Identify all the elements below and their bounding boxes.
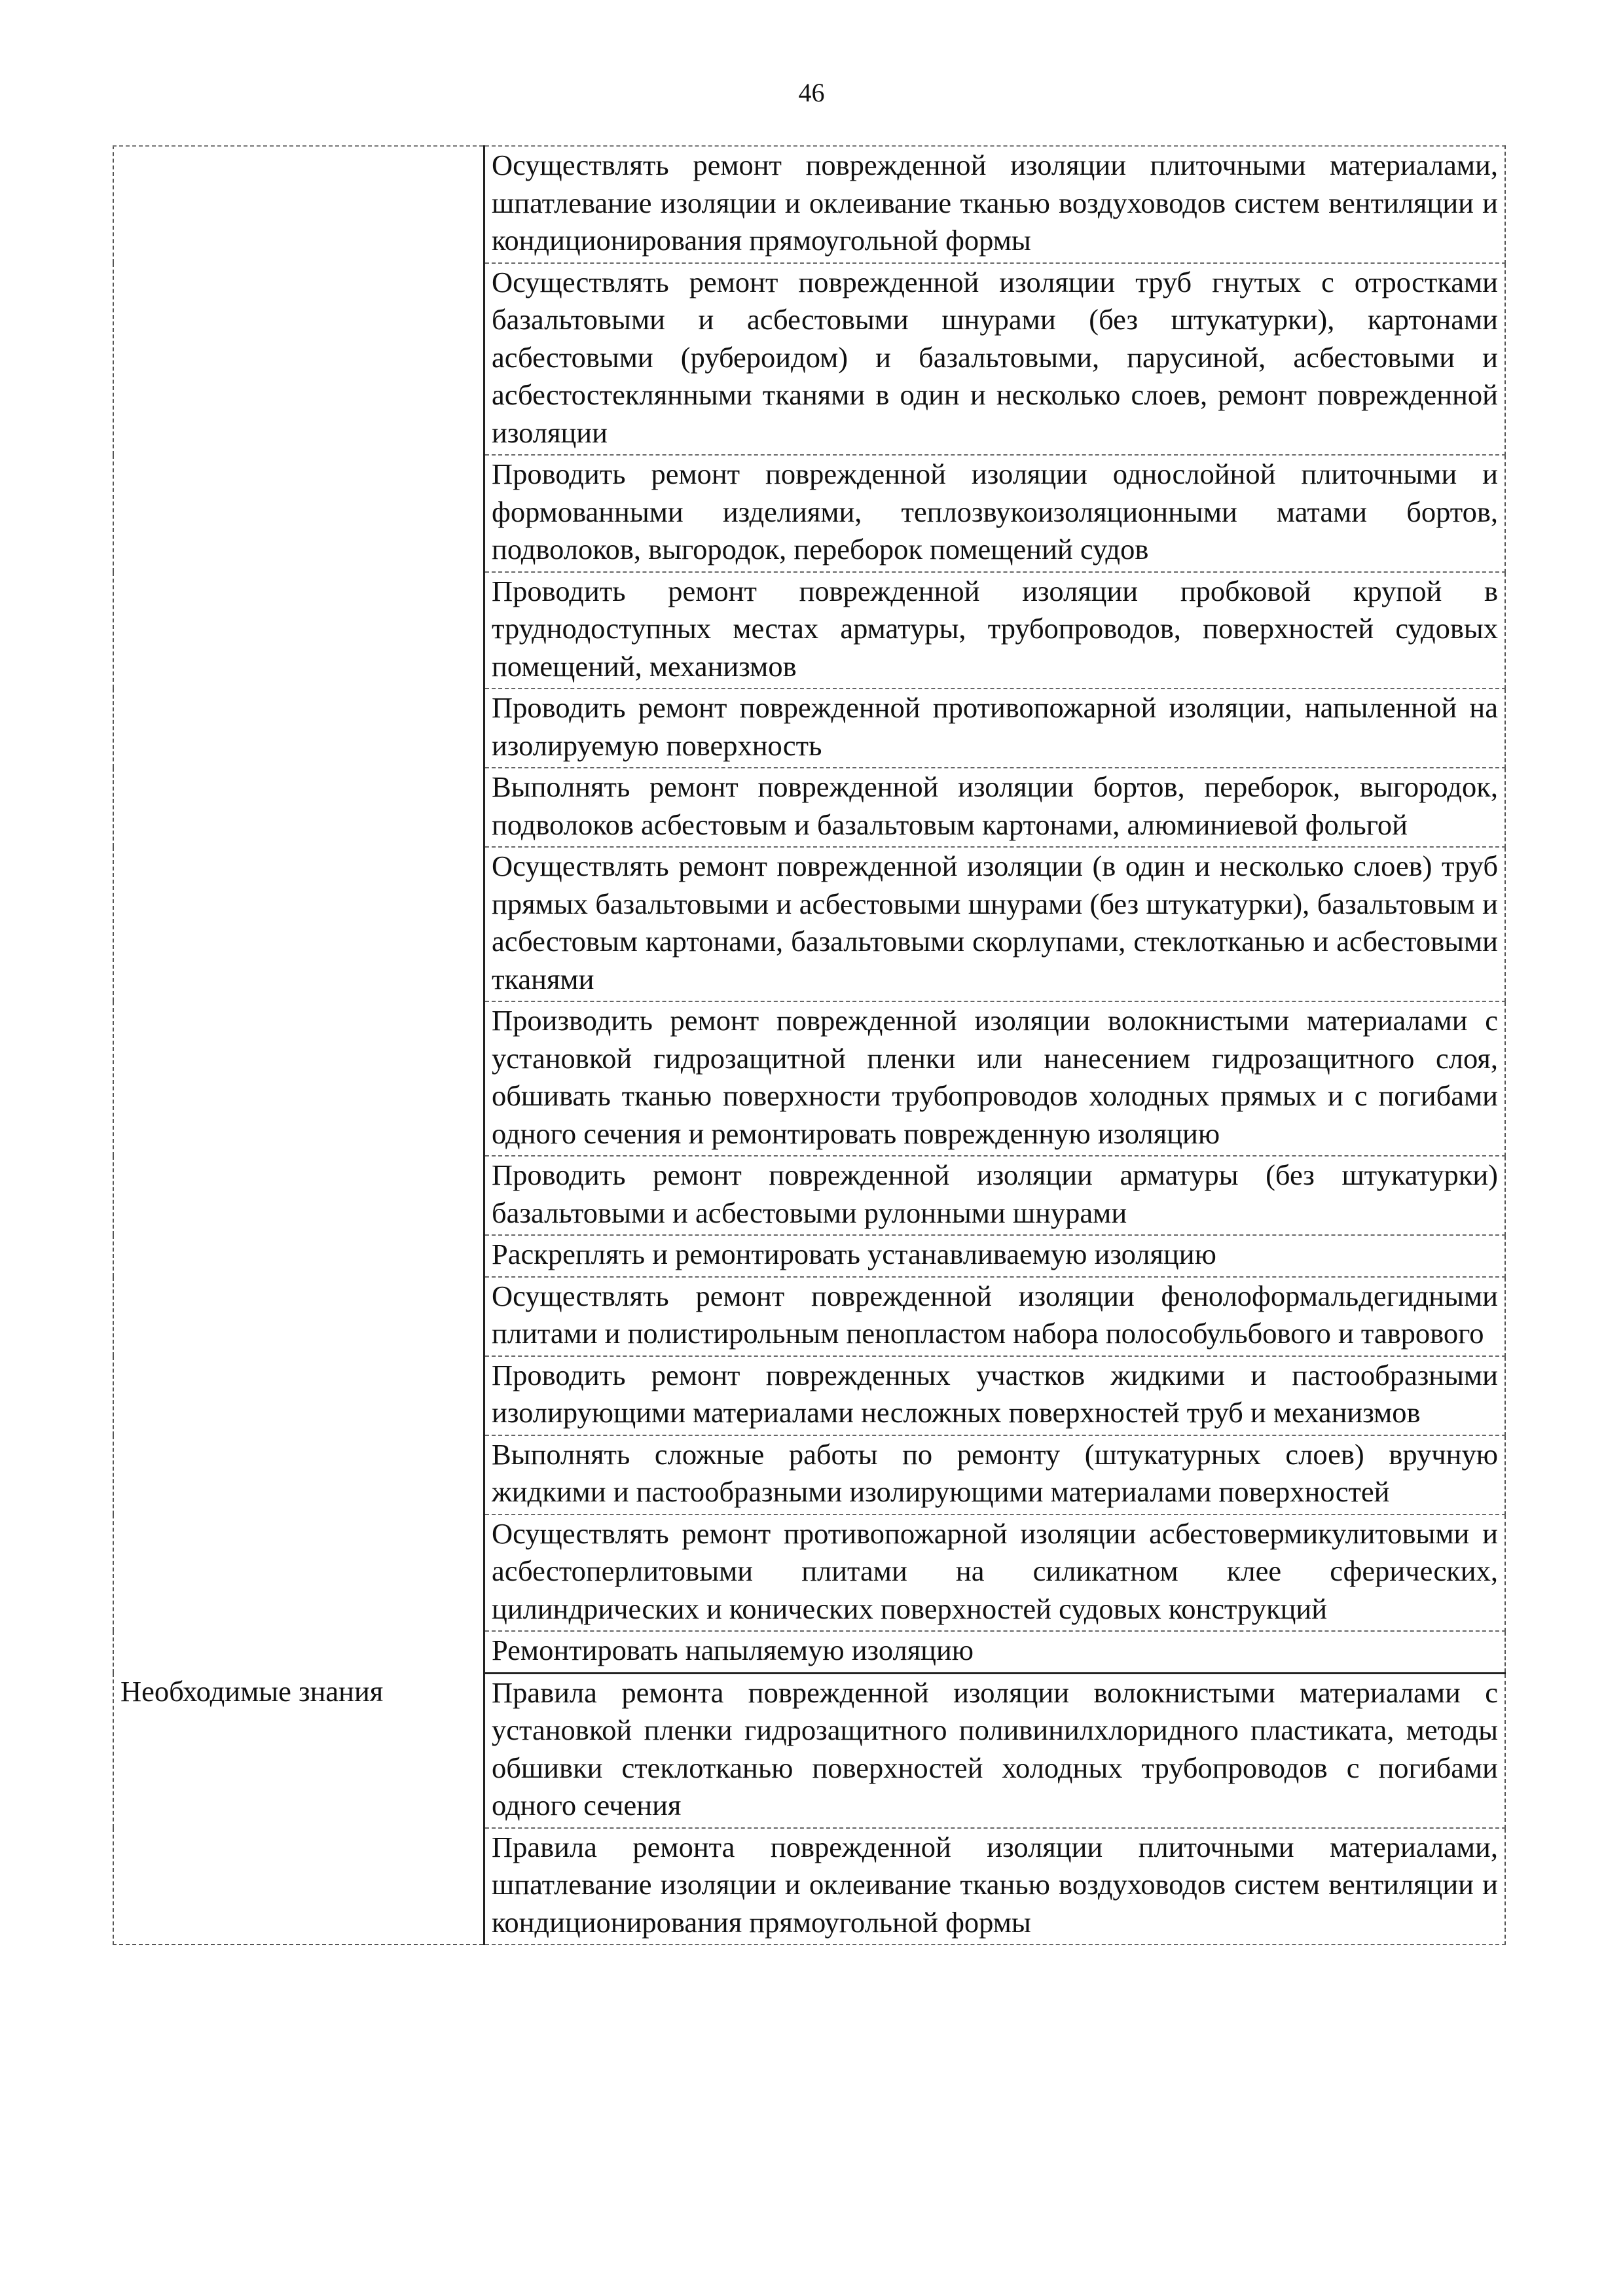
table-row <box>113 146 1505 263</box>
skill-item: Производить ремонт поврежденной изоляции волокнистыми материалами с установкой гидрозащитной пленки или нанесением гидрозащитного слоя, обшивать тканью поверхности трубопроводов холодных прямых и с погибами одного сечения и ремонтировать поврежденную изоляцию <box>484 1001 1506 1156</box>
knowledge-item: Правила ремонта поврежденной изоляции волокнистыми материалами с установкой пленки гидрозащитного поливинилхлоридного пластиката, методы обшивки стеклотканью поверхностей холодных трубопроводов с погибами одного сечения <box>484 1673 1506 1828</box>
skill-item: Осуществлять ремонт поврежденной изоляции плиточными материалами, шпатлевание изоляции и оклеивание тканью воздуховодов систем вентиляции и кондиционирования прямоугольной формы <box>484 146 1506 263</box>
skill-item: Осуществлять ремонт противопожарной изоляции асбестовермикулитовыми и асбестоперлитовыми плитами на силикатном клее сферических, цилиндрических и конических поверхностей судовых конструкций <box>484 1515 1506 1632</box>
skill-item: Осуществлять ремонт поврежденной изоляции фенолоформальдегидными плитами и полистирольным пенопластом набора полособульбового и таврового <box>484 1277 1506 1356</box>
skill-item: Проводить ремонт поврежденной изоляции пробковой крупой в труднодоступных местах арматуры, трубопроводов, поверхностей судовых помещений, механизмов <box>484 572 1506 689</box>
section-label-cell <box>113 146 484 1673</box>
skill-item: Ремонтировать напыляемую изоляцию <box>484 1631 1506 1673</box>
skill-item: Проводить ремонт поврежденных участков жидкими и пастообразными изолирующими материалами несложных поверхностей труб и механизмов <box>484 1356 1506 1435</box>
knowledge-item: Правила ремонта поврежденной изоляции плиточными материалами, шпатлевание изоляции и оклеивание тканью воздуховодов систем вентиляции и кондиционирования прямоугольной формы <box>484 1828 1506 1945</box>
skill-item: Выполнять ремонт поврежденной изоляции бортов, переборок, выгородок, подволоков асбестовым и базальтовым картонами, алюминиевой фольгой <box>484 768 1506 847</box>
skill-item: Осуществлять ремонт поврежденной изоляции (в один и несколько слоев) труб прямых базальтовыми и асбестовыми шнурами (без штукатурки), базальтовым и асбестовым картонами, базальтовыми скорлупами, стеклотканью и асбестовыми тканями <box>484 847 1506 1001</box>
skill-item: Проводить ремонт поврежденной противопожарной изоляции, напыленной на изолируемую поверхность <box>484 689 1506 768</box>
skill-item: Осуществлять ремонт поврежденной изоляции труб гнутых с отростками базальтовыми и асбестовыми шнурами (без штукатурки), картонами асбестовыми (рубероидом) и базальтовыми, парусиной, асбестовыми и асбестостеклянными тканями в один и несколько слоев, ремонт поврежденной изоляции <box>484 263 1506 456</box>
page-number: 46 <box>798 78 825 107</box>
competency-table <box>113 145 1506 1945</box>
section-label-cell <box>113 1673 484 1945</box>
skill-item: Проводить ремонт поврежденной изоляции арматуры (без штукатурки) базальтовыми и асбестовыми рулонными шнурами <box>484 1156 1506 1235</box>
section-label: Необходимые знания <box>120 1675 384 1708</box>
skill-item: Раскреплять и ремонтировать устанавливаемую изоляцию <box>484 1235 1506 1277</box>
skill-item: Проводить ремонт поврежденной изоляции однослойной плиточными и формованными изделиями, теплозвукоизоляционными матами бортов, подволоков, выгородок, переборок помещений судов <box>484 455 1506 572</box>
table-row <box>113 1673 1505 1828</box>
skill-item: Выполнять сложные работы по ремонту (штукатурных слоев) вручную жидкими и пастообразными изолирующими материалами поверхностей <box>484 1435 1506 1515</box>
